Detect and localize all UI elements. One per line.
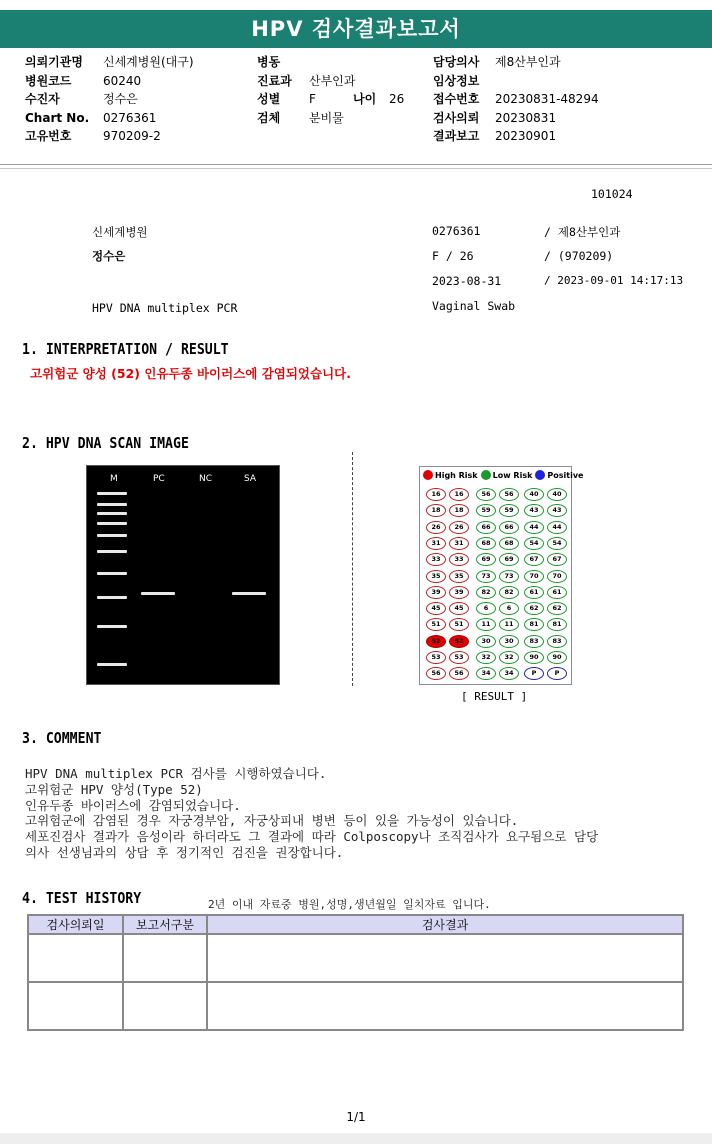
- header-divider: [0, 164, 712, 165]
- section-comment-title: 3. COMMENT: [22, 729, 102, 747]
- type-marker: 16: [449, 488, 469, 501]
- value-department: 산부인과: [309, 73, 356, 88]
- type-marker: 82: [476, 586, 496, 599]
- type-marker: 45: [449, 602, 469, 615]
- patient-hospital: 신세계병원: [92, 225, 148, 239]
- gel-image: [87, 466, 279, 684]
- type-marker: 34: [476, 667, 496, 680]
- type-marker: 51: [426, 618, 446, 631]
- sa-band: [232, 592, 266, 595]
- section-history-title: 4. TEST HISTORY: [22, 889, 142, 907]
- type-marker: 16: [426, 488, 446, 501]
- type-marker: 56: [499, 488, 519, 501]
- patient-code: 101024: [591, 187, 633, 201]
- value-patient: 정수은: [103, 92, 138, 106]
- section-scan-image-title: 2. HPV DNA SCAN IMAGE: [22, 434, 189, 452]
- label-ward: 병동: [257, 55, 281, 69]
- type-marker: 6: [499, 602, 519, 615]
- header-col-1: [25, 53, 194, 146]
- type-marker: 56: [449, 667, 469, 680]
- type-marker: 70: [547, 570, 567, 583]
- value-specimen: 분비물: [309, 110, 344, 125]
- type-marker: 59: [499, 504, 519, 517]
- type-marker: 66: [499, 521, 519, 534]
- marker-band: [97, 522, 127, 525]
- comment-line: HPV DNA multiplex PCR 검사를 시행하였습니다.: [25, 766, 327, 781]
- comment-line: 고위험군에 감염된 경우 자궁경부암, 자궁상피내 병변 등이 있을 가능성이 있습니다.: [25, 813, 519, 829]
- type-marker: 67: [524, 553, 544, 566]
- value-doctor: 제8산부인과: [495, 55, 561, 69]
- type-marker: 45: [426, 602, 446, 615]
- label-chart-no: Chart No.: [25, 110, 90, 125]
- history-header-row: [28, 915, 683, 934]
- history-header-result: 검사결과: [207, 915, 683, 934]
- header-col-2: [257, 53, 404, 127]
- marker-band: [97, 492, 127, 495]
- value-age: 26: [389, 92, 405, 106]
- type-marker: 68: [476, 537, 496, 550]
- bottom-bar: [0, 1133, 712, 1144]
- legend-positive: Positive: [547, 470, 584, 480]
- pc-band: [141, 592, 175, 595]
- marker-band: [97, 550, 127, 553]
- table-row: [28, 982, 683, 1030]
- type-marker: 33: [426, 553, 446, 566]
- type-marker: 34: [499, 667, 519, 680]
- type-marker: 30: [476, 635, 496, 648]
- label-department: 진료과: [257, 73, 292, 88]
- marker-band: [97, 663, 127, 666]
- type-marker: 40: [547, 488, 567, 501]
- value-receipt-no: 20230831-48294: [495, 92, 599, 106]
- type-marker: 70: [524, 570, 544, 583]
- value-hospital: 신세계병원(대구): [103, 55, 194, 69]
- table-cell: [123, 934, 207, 982]
- label-clinical-info: 임상정보: [433, 73, 480, 88]
- patient-id: / (970209): [544, 249, 614, 263]
- patient-chart: 0276361: [432, 224, 481, 238]
- patient-dept: / 제8산부인과: [544, 225, 621, 239]
- marker-band: [97, 512, 127, 515]
- type-marker: 32: [476, 651, 496, 664]
- hpv-typing-panel: [419, 466, 584, 685]
- type-marker: 54: [547, 537, 567, 550]
- lane-label-sa: SA: [244, 474, 257, 484]
- value-sex: F: [309, 92, 316, 106]
- type-marker: 68: [499, 537, 519, 550]
- history-header-date: 검사의뢰일: [28, 915, 123, 934]
- history-header-type: 보고서구분: [123, 915, 207, 934]
- comment-line: 의사 선생님과의 상담 후 정기적인 검진을 권장합니다.: [25, 844, 344, 860]
- type-marker: 39: [426, 586, 446, 599]
- legend-low-risk: Low Risk: [492, 470, 533, 480]
- table-cell: [28, 934, 123, 982]
- marker-band: [97, 625, 127, 628]
- patient-request-date: 2023-08-31: [432, 274, 502, 288]
- comment-line: 세포진검사 결과가 음성이라 하더라도 그 결과에 따라 Colposcopy나 조직검사가 요구됨으로 담당: [25, 829, 599, 845]
- type-marker: 44: [547, 521, 567, 534]
- patient-report-date: / 2023-09-01 14:17:13: [544, 274, 684, 287]
- marker-band: [97, 572, 127, 575]
- type-marker: 56: [426, 667, 446, 680]
- type-marker: 43: [524, 504, 544, 517]
- type-marker: 90: [524, 651, 544, 664]
- type-marker: 62: [524, 602, 544, 615]
- result-caption: [ RESULT ]: [461, 690, 528, 703]
- type-marker: 81: [524, 618, 544, 631]
- type-marker: 54: [524, 537, 544, 550]
- type-marker: 62: [547, 602, 567, 615]
- type-marker: 67: [547, 553, 567, 566]
- type-marker: 61: [524, 586, 544, 599]
- type-marker: P: [524, 667, 544, 680]
- type-marker: 43: [547, 504, 567, 517]
- type-marker: 51: [449, 618, 469, 631]
- table-cell: [207, 934, 683, 982]
- report-title: HPV 검사결과보고서: [0, 10, 712, 48]
- type-marker: 69: [499, 553, 519, 566]
- label-request-date: 검사의뢰: [433, 110, 480, 125]
- table-cell: [207, 982, 683, 1030]
- type-marker: 53: [426, 651, 446, 664]
- value-chart-no: 0276361: [103, 110, 157, 125]
- value-request-date: 20230831: [495, 110, 557, 125]
- marker-band: [97, 596, 127, 599]
- type-marker: 73: [476, 570, 496, 583]
- table-cell: [28, 982, 123, 1030]
- type-marker: 11: [499, 618, 519, 631]
- type-marker: P: [547, 667, 567, 680]
- type-marker: 11: [476, 618, 496, 631]
- positive-type-marker: 52: [449, 635, 469, 648]
- low-risk-dot-icon: [481, 470, 491, 480]
- type-marker: 44: [524, 521, 544, 534]
- panel-legend: [422, 470, 583, 480]
- label-report-date: 결과보고: [433, 129, 480, 143]
- type-marker: 31: [426, 537, 446, 550]
- type-marker: 66: [476, 521, 496, 534]
- legend-high-risk: High Risk: [435, 470, 478, 480]
- label-hospital: 의뢰기관명: [25, 55, 83, 69]
- patient-test: HPV DNA multiplex PCR: [92, 301, 238, 315]
- lane-label-pc: PC: [153, 474, 165, 484]
- type-marker: 32: [499, 651, 519, 664]
- marker-band: [97, 503, 127, 506]
- image-divider: [352, 452, 353, 686]
- label-doctor: 담당의사: [433, 55, 480, 69]
- type-marker: 61: [547, 586, 567, 599]
- history-table: [27, 914, 684, 1031]
- marker-band: [97, 534, 127, 537]
- patient-name: 정수은: [92, 249, 126, 263]
- type-marker: 6: [476, 602, 496, 615]
- positive-dot-icon: [535, 470, 545, 480]
- header-col-3: [433, 53, 599, 146]
- type-marker: 35: [449, 570, 469, 583]
- positive-type-marker: 52: [426, 635, 446, 648]
- high-risk-dot-icon: [423, 470, 433, 480]
- lane-label-m: M: [110, 474, 118, 484]
- patient-sex-age: F / 26: [432, 249, 474, 263]
- type-marker: 69: [476, 553, 496, 566]
- type-marker: 26: [449, 521, 469, 534]
- header-divider-2: [0, 168, 712, 169]
- type-marker: 18: [449, 504, 469, 517]
- type-marker: 39: [449, 586, 469, 599]
- type-marker: 33: [449, 553, 469, 566]
- type-marker: 82: [499, 586, 519, 599]
- type-marker: 35: [426, 570, 446, 583]
- type-marker: 30: [499, 635, 519, 648]
- type-marker: 40: [524, 488, 544, 501]
- label-receipt-no: 접수번호: [433, 92, 480, 106]
- label-age: 나이: [353, 92, 377, 106]
- type-marker: 56: [476, 488, 496, 501]
- comment-line: 인유두종 바이러스에 감염되었습니다.: [25, 797, 241, 813]
- page-number: 1/1: [346, 1110, 366, 1124]
- type-marker: 81: [547, 618, 567, 631]
- type-marker: 18: [426, 504, 446, 517]
- lane-label-nc: NC: [199, 474, 213, 484]
- value-hospital-code: 60240: [103, 73, 142, 88]
- label-specimen: 검체: [257, 110, 281, 125]
- label-sex: 성별: [257, 92, 281, 106]
- type-marker: 26: [426, 521, 446, 534]
- label-patient: 수진자: [25, 92, 60, 106]
- type-marker: 53: [449, 651, 469, 664]
- patient-specimen: Vaginal Swab: [432, 299, 516, 313]
- comment-block: [25, 766, 598, 861]
- label-unique-no: 고유번호: [25, 129, 72, 143]
- type-marker: 83: [524, 635, 544, 648]
- section-interpretation-title: 1. INTERPRETATION / RESULT: [22, 340, 229, 358]
- type-marker: 59: [476, 504, 496, 517]
- label-hospital-code: 병원코드: [25, 73, 72, 88]
- type-marker: 73: [499, 570, 519, 583]
- table-cell: [123, 982, 207, 1030]
- history-note: 2년 이내 자료중 병원,성명,생년월일 일치자료 입니다.: [208, 898, 491, 911]
- value-report-date: 20230901: [495, 129, 557, 143]
- value-unique-no: 970209-2: [103, 129, 161, 143]
- comment-line: 고위험군 HPV 양성(Type 52): [25, 781, 203, 797]
- result-text: 고위험군 양성 (52) 인유두종 바이러스에 감염되었습니다.: [30, 366, 351, 381]
- type-marker: 83: [547, 635, 567, 648]
- type-marker: 90: [547, 651, 567, 664]
- table-row: [28, 934, 683, 982]
- type-marker: 31: [449, 537, 469, 550]
